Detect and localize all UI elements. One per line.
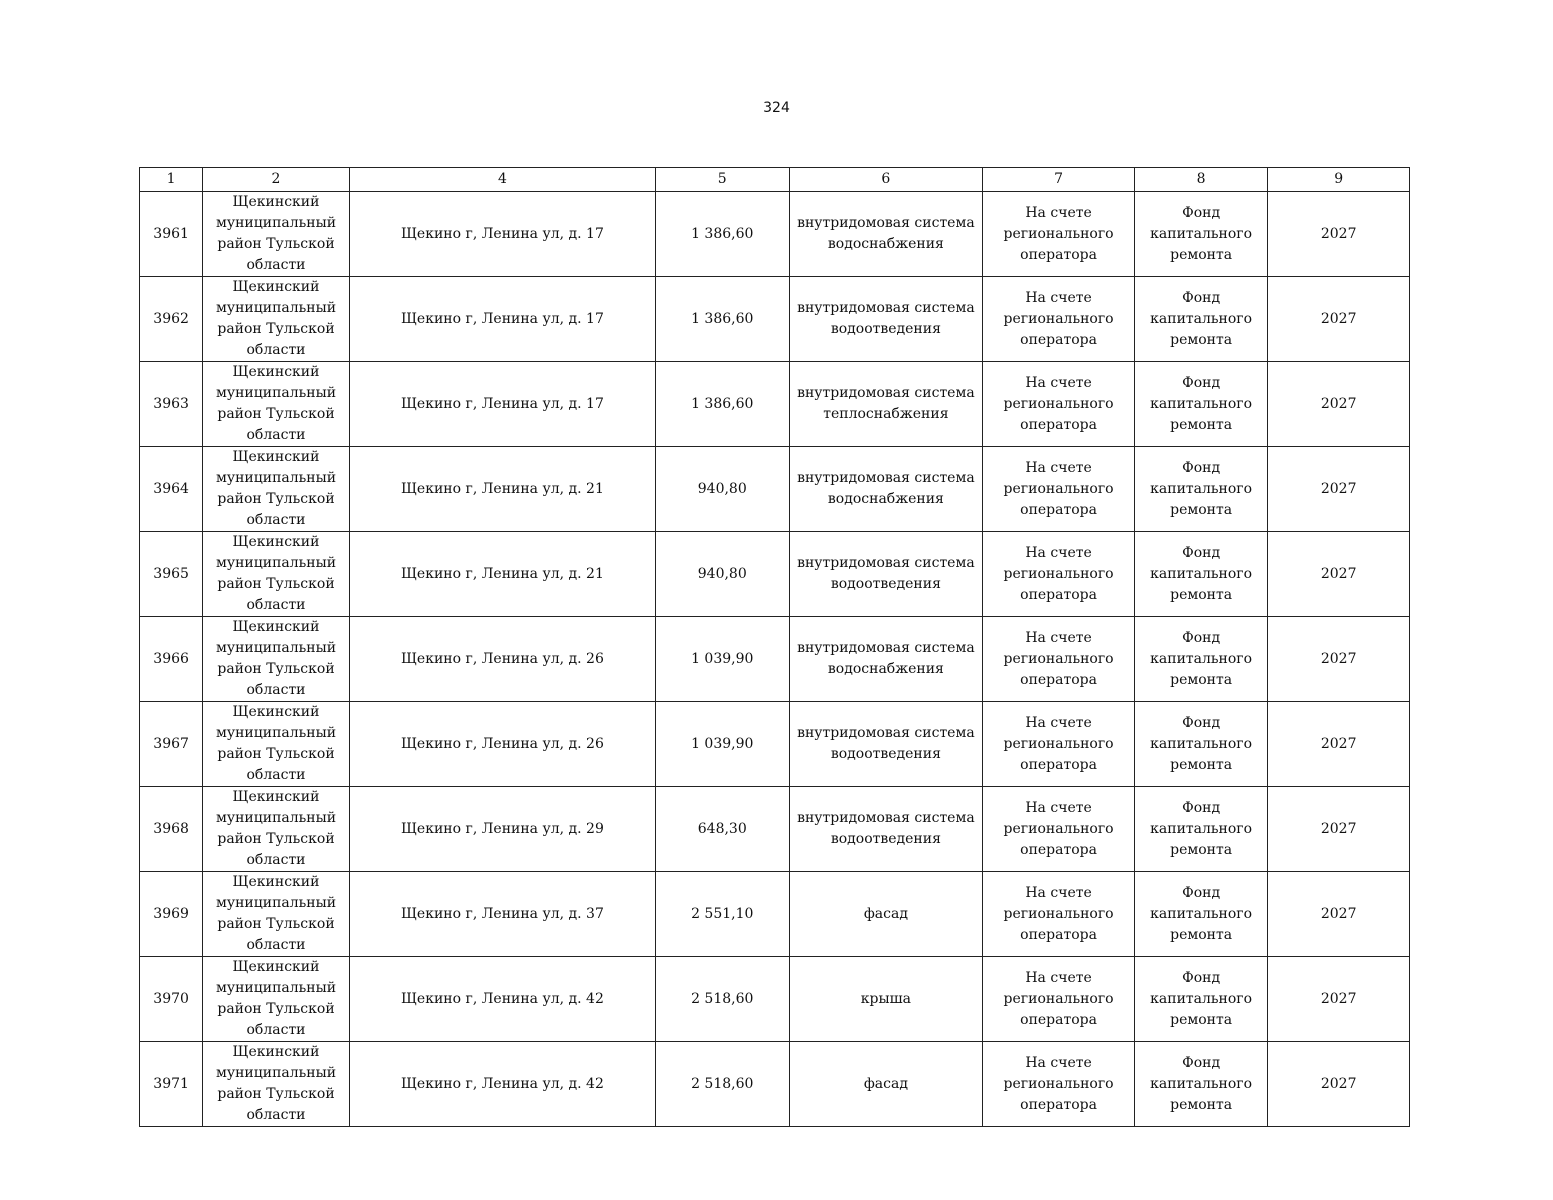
cell-account: На счете регионального оператора: [983, 957, 1135, 1042]
header-col-6: 6: [789, 168, 983, 192]
cell-number: 3970: [140, 957, 203, 1042]
cell-municipality: Щекинский муниципальный район Тульской области: [203, 617, 350, 702]
cell-area: 940,80: [656, 532, 790, 617]
cell-municipality: Щекинский муниципальный район Тульской области: [203, 787, 350, 872]
cell-system: внутридомовая система водоотведения: [789, 277, 983, 362]
header-col-4: 4: [349, 168, 655, 192]
cell-fund: Фонд капитального ремонта: [1134, 872, 1268, 957]
cell-fund: Фонд капитального ремонта: [1134, 702, 1268, 787]
cell-year: 2027: [1268, 277, 1410, 362]
cell-year: 2027: [1268, 532, 1410, 617]
cell-number: 3965: [140, 532, 203, 617]
cell-address: Щекино г, Ленина ул, д. 42: [349, 1042, 655, 1127]
header-col-8: 8: [1134, 168, 1268, 192]
cell-number: 3963: [140, 362, 203, 447]
cell-number: 3967: [140, 702, 203, 787]
cell-fund: Фонд капитального ремонта: [1134, 532, 1268, 617]
cell-area: 1 039,90: [656, 617, 790, 702]
cell-system: внутридомовая система водоотведения: [789, 787, 983, 872]
register-table: [139, 167, 1410, 1127]
cell-number: 3962: [140, 277, 203, 362]
table-row: [140, 702, 1410, 787]
table-row: [140, 362, 1410, 447]
cell-area: 1 039,90: [656, 702, 790, 787]
cell-system: внутридомовая система водоснабжения: [789, 192, 983, 277]
cell-fund: Фонд капитального ремонта: [1134, 277, 1268, 362]
table-row: [140, 872, 1410, 957]
cell-address: Щекино г, Ленина ул, д. 17: [349, 192, 655, 277]
cell-account: На счете регионального оператора: [983, 362, 1135, 447]
cell-municipality: Щекинский муниципальный район Тульской области: [203, 1042, 350, 1127]
cell-number: 3968: [140, 787, 203, 872]
cell-number: 3969: [140, 872, 203, 957]
header-col-2: 2: [203, 168, 350, 192]
header-col-5: 5: [656, 168, 790, 192]
table-row: [140, 787, 1410, 872]
cell-number: 3964: [140, 447, 203, 532]
cell-area: 1 386,60: [656, 362, 790, 447]
cell-address: Щекино г, Ленина ул, д. 17: [349, 277, 655, 362]
cell-area: 648,30: [656, 787, 790, 872]
cell-year: 2027: [1268, 787, 1410, 872]
cell-account: На счете регионального оператора: [983, 617, 1135, 702]
cell-area: 2 518,60: [656, 957, 790, 1042]
cell-account: На счете регионального оператора: [983, 702, 1135, 787]
header-col-7: 7: [983, 168, 1135, 192]
cell-fund: Фонд капитального ремонта: [1134, 447, 1268, 532]
cell-system: внутридомовая система водоотведения: [789, 702, 983, 787]
cell-system: внутридомовая система теплоснабжения: [789, 362, 983, 447]
cell-municipality: Щекинский муниципальный район Тульской области: [203, 447, 350, 532]
cell-area: 1 386,60: [656, 192, 790, 277]
cell-municipality: Щекинский муниципальный район Тульской области: [203, 277, 350, 362]
header-col-9: 9: [1268, 168, 1410, 192]
cell-system: внутридомовая система водоснабжения: [789, 617, 983, 702]
cell-municipality: Щекинский муниципальный район Тульской области: [203, 192, 350, 277]
table-header: [140, 168, 1410, 192]
table-row: [140, 277, 1410, 362]
cell-fund: Фонд капитального ремонта: [1134, 617, 1268, 702]
cell-municipality: Щекинский муниципальный район Тульской области: [203, 532, 350, 617]
cell-account: На счете регионального оператора: [983, 277, 1135, 362]
cell-year: 2027: [1268, 702, 1410, 787]
cell-system: фасад: [789, 872, 983, 957]
cell-address: Щекино г, Ленина ул, д. 26: [349, 617, 655, 702]
cell-year: 2027: [1268, 1042, 1410, 1127]
cell-area: 940,80: [656, 447, 790, 532]
cell-number: 3966: [140, 617, 203, 702]
cell-fund: Фонд капитального ремонта: [1134, 192, 1268, 277]
cell-year: 2027: [1268, 447, 1410, 532]
table-row: [140, 617, 1410, 702]
cell-fund: Фонд капитального ремонта: [1134, 787, 1268, 872]
cell-year: 2027: [1268, 362, 1410, 447]
cell-fund: Фонд капитального ремонта: [1134, 362, 1268, 447]
cell-year: 2027: [1268, 192, 1410, 277]
cell-account: На счете регионального оператора: [983, 787, 1135, 872]
cell-system: фасад: [789, 1042, 983, 1127]
table-row: [140, 957, 1410, 1042]
cell-system: крыша: [789, 957, 983, 1042]
cell-municipality: Щекинский муниципальный район Тульской области: [203, 362, 350, 447]
cell-year: 2027: [1268, 872, 1410, 957]
cell-account: На счете регионального оператора: [983, 532, 1135, 617]
page-number: 324: [763, 100, 790, 116]
cell-municipality: Щекинский муниципальный район Тульской области: [203, 702, 350, 787]
cell-municipality: Щекинский муниципальный район Тульской области: [203, 872, 350, 957]
cell-address: Щекино г, Ленина ул, д. 21: [349, 447, 655, 532]
cell-system: внутридомовая система водоотведения: [789, 532, 983, 617]
cell-municipality: Щекинский муниципальный район Тульской области: [203, 957, 350, 1042]
cell-year: 2027: [1268, 617, 1410, 702]
table-row: [140, 532, 1410, 617]
table-row: [140, 192, 1410, 277]
cell-account: На счете регионального оператора: [983, 1042, 1135, 1127]
cell-account: На счете регионального оператора: [983, 192, 1135, 277]
cell-system: внутридомовая система водоснабжения: [789, 447, 983, 532]
cell-fund: Фонд капитального ремонта: [1134, 1042, 1268, 1127]
cell-address: Щекино г, Ленина ул, д. 26: [349, 702, 655, 787]
cell-area: 2 551,10: [656, 872, 790, 957]
cell-area: 2 518,60: [656, 1042, 790, 1127]
cell-address: Щекино г, Ленина ул, д. 37: [349, 872, 655, 957]
cell-number: 3961: [140, 192, 203, 277]
table-row: [140, 1042, 1410, 1127]
table-row: [140, 447, 1410, 532]
header-row: [140, 168, 1410, 192]
cell-year: 2027: [1268, 957, 1410, 1042]
cell-address: Щекино г, Ленина ул, д. 21: [349, 532, 655, 617]
cell-address: Щекино г, Ленина ул, д. 42: [349, 957, 655, 1042]
cell-account: На счете регионального оператора: [983, 447, 1135, 532]
cell-account: На счете регионального оператора: [983, 872, 1135, 957]
cell-area: 1 386,60: [656, 277, 790, 362]
header-col-1: 1: [140, 168, 203, 192]
cell-address: Щекино г, Ленина ул, д. 17: [349, 362, 655, 447]
cell-fund: Фонд капитального ремонта: [1134, 957, 1268, 1042]
cell-address: Щекино г, Ленина ул, д. 29: [349, 787, 655, 872]
cell-number: 3971: [140, 1042, 203, 1127]
table-body: [140, 192, 1410, 1127]
